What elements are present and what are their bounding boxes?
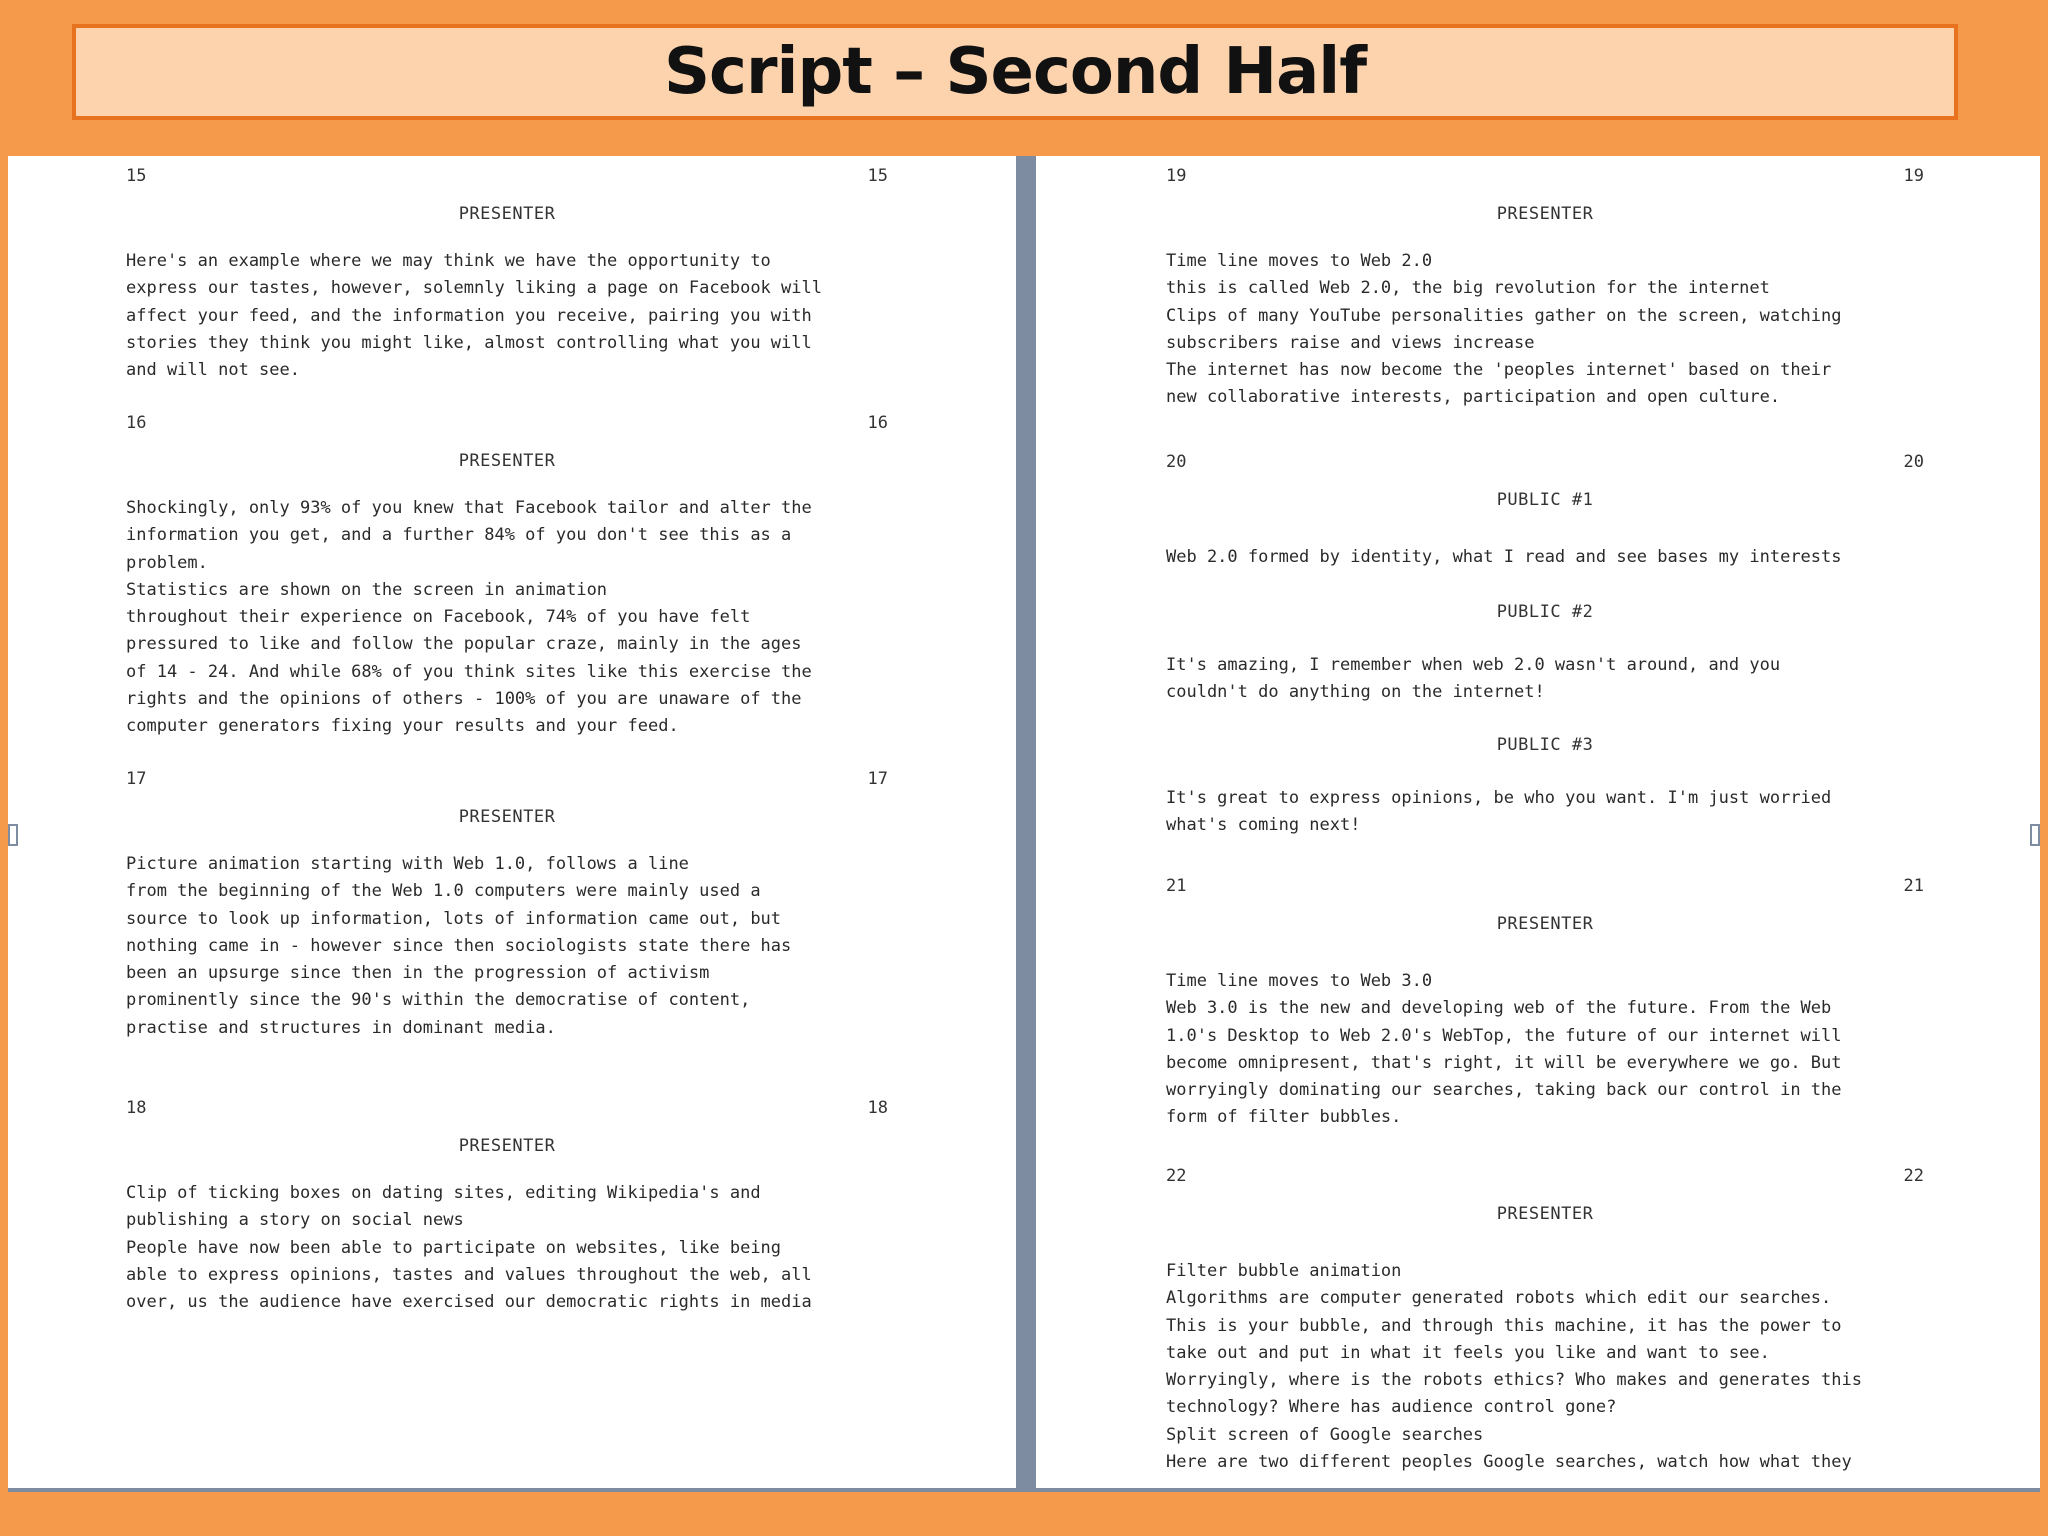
script-pages (8, 156, 2040, 1492)
speaker-name: PRESENTER (458, 451, 556, 471)
scene-number: 21 (1903, 876, 1924, 896)
scene-21 (1166, 876, 1924, 1132)
scene-number: 16 (126, 413, 147, 433)
scene-15 (126, 166, 888, 384)
scene-number-row (1166, 876, 1924, 900)
scene-number: 15 (126, 166, 147, 186)
scene-17 (126, 769, 888, 1042)
dialogue-text: Here's an example where we may think we have the opportunity to express our tastes, however, solemnly liking a page on Facebook will affect your feed, and the information you receive, pairing you with stories they think you might like, almost controlling what you will and will not see. (126, 251, 822, 381)
script-page-left (8, 156, 1016, 1488)
dialogue-text: It's great to express opinions, be who you want. I'm just worried what's coming next! (1166, 788, 1832, 836)
dialogue-text: Picture animation starting with Web 1.0, follows a line from the beginning of the Web 1.0 computers were mainly used a source to look up information, lots of information came out, but nothing came in - however since then sociologists state there has been an upsurge since then in the progression of activism prominently since the 90's within the democratise of content, practise and structures in dominant media. (126, 854, 792, 1038)
speaker-name: PRESENTER (1496, 204, 1594, 224)
speaker-name: PRESENTER (458, 1136, 556, 1156)
scene-16 (126, 413, 888, 741)
scene-number-row (1166, 1166, 1924, 1190)
scene-number-row (126, 166, 888, 190)
scene-number: 19 (1166, 166, 1187, 186)
margin-handle (2030, 824, 2040, 846)
dialogue-text: Time line moves to Web 2.0 this is called Web 2.0, the big revolution for the internet Clips of many YouTube personalities gather on the screen, watching subscribers raise and views increase The internet has now become the 'peoples internet' based on their new collaborative interests, participation and open culture. (1166, 251, 1842, 408)
scene-19 (1166, 166, 1924, 412)
scene-number: 19 (1903, 166, 1924, 186)
scene-18 (126, 1098, 888, 1316)
scene-number: 18 (126, 1098, 147, 1118)
dialogue-text: It's amazing, I remember when web 2.0 wasn't around, and you couldn't do anything on the internet! (1166, 655, 1781, 703)
public-3-block (1166, 721, 1924, 840)
speaker-name: PRESENTER (458, 807, 556, 827)
speaker-name: PRESENTER (1496, 1204, 1594, 1224)
dialogue-text: Time line moves to Web 3.0 Web 3.0 is the new and developing web of the future. From the Web 1.0's Desktop to Web 2.0's WebTop, the future of our internet will become omnipresent, that's right, it will be everywhere we go. But worryingly dominating our searches, taking back our control in the form of filter bubbles. (1166, 971, 1842, 1128)
slide-title-box (72, 24, 1958, 120)
scene-number: 22 (1166, 1166, 1187, 1186)
scene-number: 17 (126, 769, 147, 789)
dialogue-text: Shockingly, only 93% of you knew that Facebook tailor and alter the information you get, and a further 84% of you don't see this as a problem. Statistics are shown on the screen in animation throughout their experience on Facebook, 74% of you have felt pressured to like and follow the popular craze, mainly in the ages of 14 - 24. And while 68% of you think sites like this exercise the rights and the opinions of others - 100% of you are unaware of the computer generators fixing your results and your feed. (126, 498, 812, 737)
scene-22 (1166, 1166, 1924, 1476)
dialogue-text: Filter bubble animation Algorithms are computer generated robots which edit our searches. This is your bubble, and through this machine, it has the power to take out and put in what it feels you like and want to see. Worryingly, where is the robots ethics? Who makes and generates this technology? Where has audience control gone? Split screen of Google searches Here are two different peoples Google searches, watch how what they (1166, 1261, 1862, 1473)
scene-number: 20 (1166, 452, 1187, 472)
script-page-right (1036, 156, 2040, 1488)
dialogue-text: Web 2.0 formed by identity, what I read and see bases my interests (1166, 547, 1842, 567)
scene-20 (1166, 452, 1924, 571)
dialogue-text: Clip of ticking boxes on dating sites, editing Wikipedia's and publishing a story on social news People have now been able to participate on websites, like being able to express opinions, tastes and values throughout the web, all over, us the audience have exercised our democratic rights in media (126, 1183, 812, 1313)
scene-number: 16 (867, 413, 888, 433)
speaker-name: PUBLIC #2 (1496, 602, 1594, 622)
scene-number: 20 (1903, 452, 1924, 472)
scene-number: 15 (867, 166, 888, 186)
speaker-name: PUBLIC #3 (1496, 735, 1594, 755)
speaker-name: PRESENTER (1496, 914, 1594, 934)
scene-number-row (1166, 166, 1924, 190)
public-2-block (1166, 588, 1924, 707)
speaker-name: PRESENTER (458, 204, 556, 224)
margin-handle (8, 824, 18, 846)
scene-number-row (126, 413, 888, 437)
scene-number-row (126, 769, 888, 793)
scene-number: 22 (1903, 1166, 1924, 1186)
scene-number-row (126, 1098, 888, 1122)
scene-number: 21 (1166, 876, 1187, 896)
scene-number-row (1166, 452, 1924, 476)
slide-title: Script – Second Half (663, 35, 1367, 109)
speaker-name: PUBLIC #1 (1496, 490, 1594, 510)
scene-number: 18 (867, 1098, 888, 1118)
scene-number: 17 (867, 769, 888, 789)
